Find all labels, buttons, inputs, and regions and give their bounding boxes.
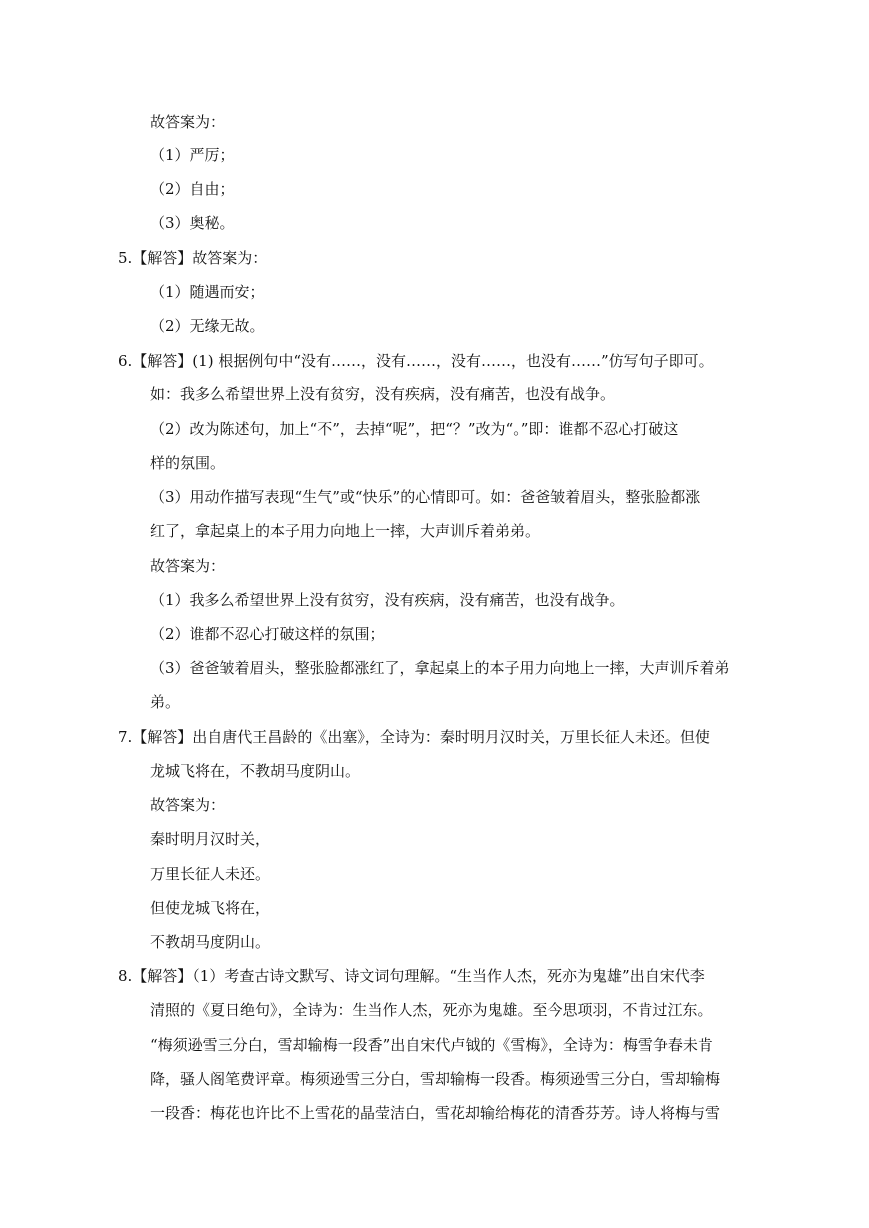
text-line: 7.【解答】出自唐代王昌龄的《出塞》，全诗为：秦时明月汉时关，万里长征人未还。但使 — [118, 728, 710, 746]
text-line: 故答案为： — [150, 796, 226, 814]
text-line: （1）随遇而安； — [150, 283, 265, 301]
text-line: 一段香：梅花也许比不上雪花的晶莹洁白，雪花却输给梅花的清香芬芳。诗人将梅与雪 — [150, 1104, 721, 1122]
text-line: 故答案为： — [150, 557, 226, 575]
text-line: 样的氛围。 — [150, 454, 226, 472]
text-line: （1）我多么希望世界上没有贫穷，没有疾病，没有痛苦，也没有战争。 — [150, 591, 625, 609]
text-line: 但使龙城飞将在， — [150, 899, 271, 917]
text-line: 故答案为： — [150, 113, 226, 131]
text-line: 万里长征人未还。 — [150, 865, 271, 883]
text-line: （2）谁都不忍心打破这样的氛围； — [150, 625, 385, 643]
text-line: 龙城飞将在，不教胡马度阴山。 — [150, 762, 361, 780]
text-line: （2）改为陈述句，加上“不”，去掉“呢”，把“？”改为“。”即：谁都不忍心打破这 — [150, 420, 679, 438]
text-line: 8.【解答】（1）考查古诗文默写、诗文词句理解。“生当作人杰，死亦为鬼雄”出自宋代李 — [118, 967, 705, 985]
text-line: （3）用动作描写表现“生气”或“快乐”的心情即可。如：爸爸皱着眉头，整张脸都涨 — [150, 488, 701, 506]
text-line: （1）严厉； — [150, 146, 235, 164]
text-line: 5.【解答】故答案为： — [118, 249, 268, 267]
text-line: （2）无缘无故。 — [150, 317, 265, 335]
text-line: 清照的《夏日绝句》，全诗为：生当作人杰，死亦为鬼雄。至今思项羽，不肯过江东。 — [150, 1001, 713, 1019]
text-line: 降，骚人阁笔费评章。梅须逊雪三分白，雪却输梅一段香。梅须逊雪三分白，雪却输梅 — [150, 1070, 721, 1088]
text-line: 秦时明月汉时关， — [150, 830, 271, 848]
text-line: 6.【解答】(1) 根据例句中“没有……，没有……，没有……，也没有……”仿写句子即可。 — [118, 352, 714, 370]
text-line: 如：我多么希望世界上没有贫穷，没有疾病，没有痛苦，也没有战争。 — [150, 385, 616, 403]
text-line: （3）爸爸皱着眉头，整张脸都涨红了，拿起桌上的本子用力向地上一摔，大声训斥着弟 — [150, 659, 730, 677]
text-line: 红了，拿起桌上的本子用力向地上一摔，大声训斥着弟弟。 — [150, 522, 541, 540]
text-line: （3）奥秘。 — [150, 214, 235, 232]
text-line: 弟。 — [150, 693, 181, 711]
text-line: 不教胡马度阴山。 — [150, 933, 271, 951]
text-line: “梅须逊雪三分白，雪却输梅一段香”出自宋代卢钺的《雪梅》，全诗为：梅雪争春未肯 — [150, 1036, 713, 1054]
text-line: （2）自由； — [150, 180, 235, 198]
